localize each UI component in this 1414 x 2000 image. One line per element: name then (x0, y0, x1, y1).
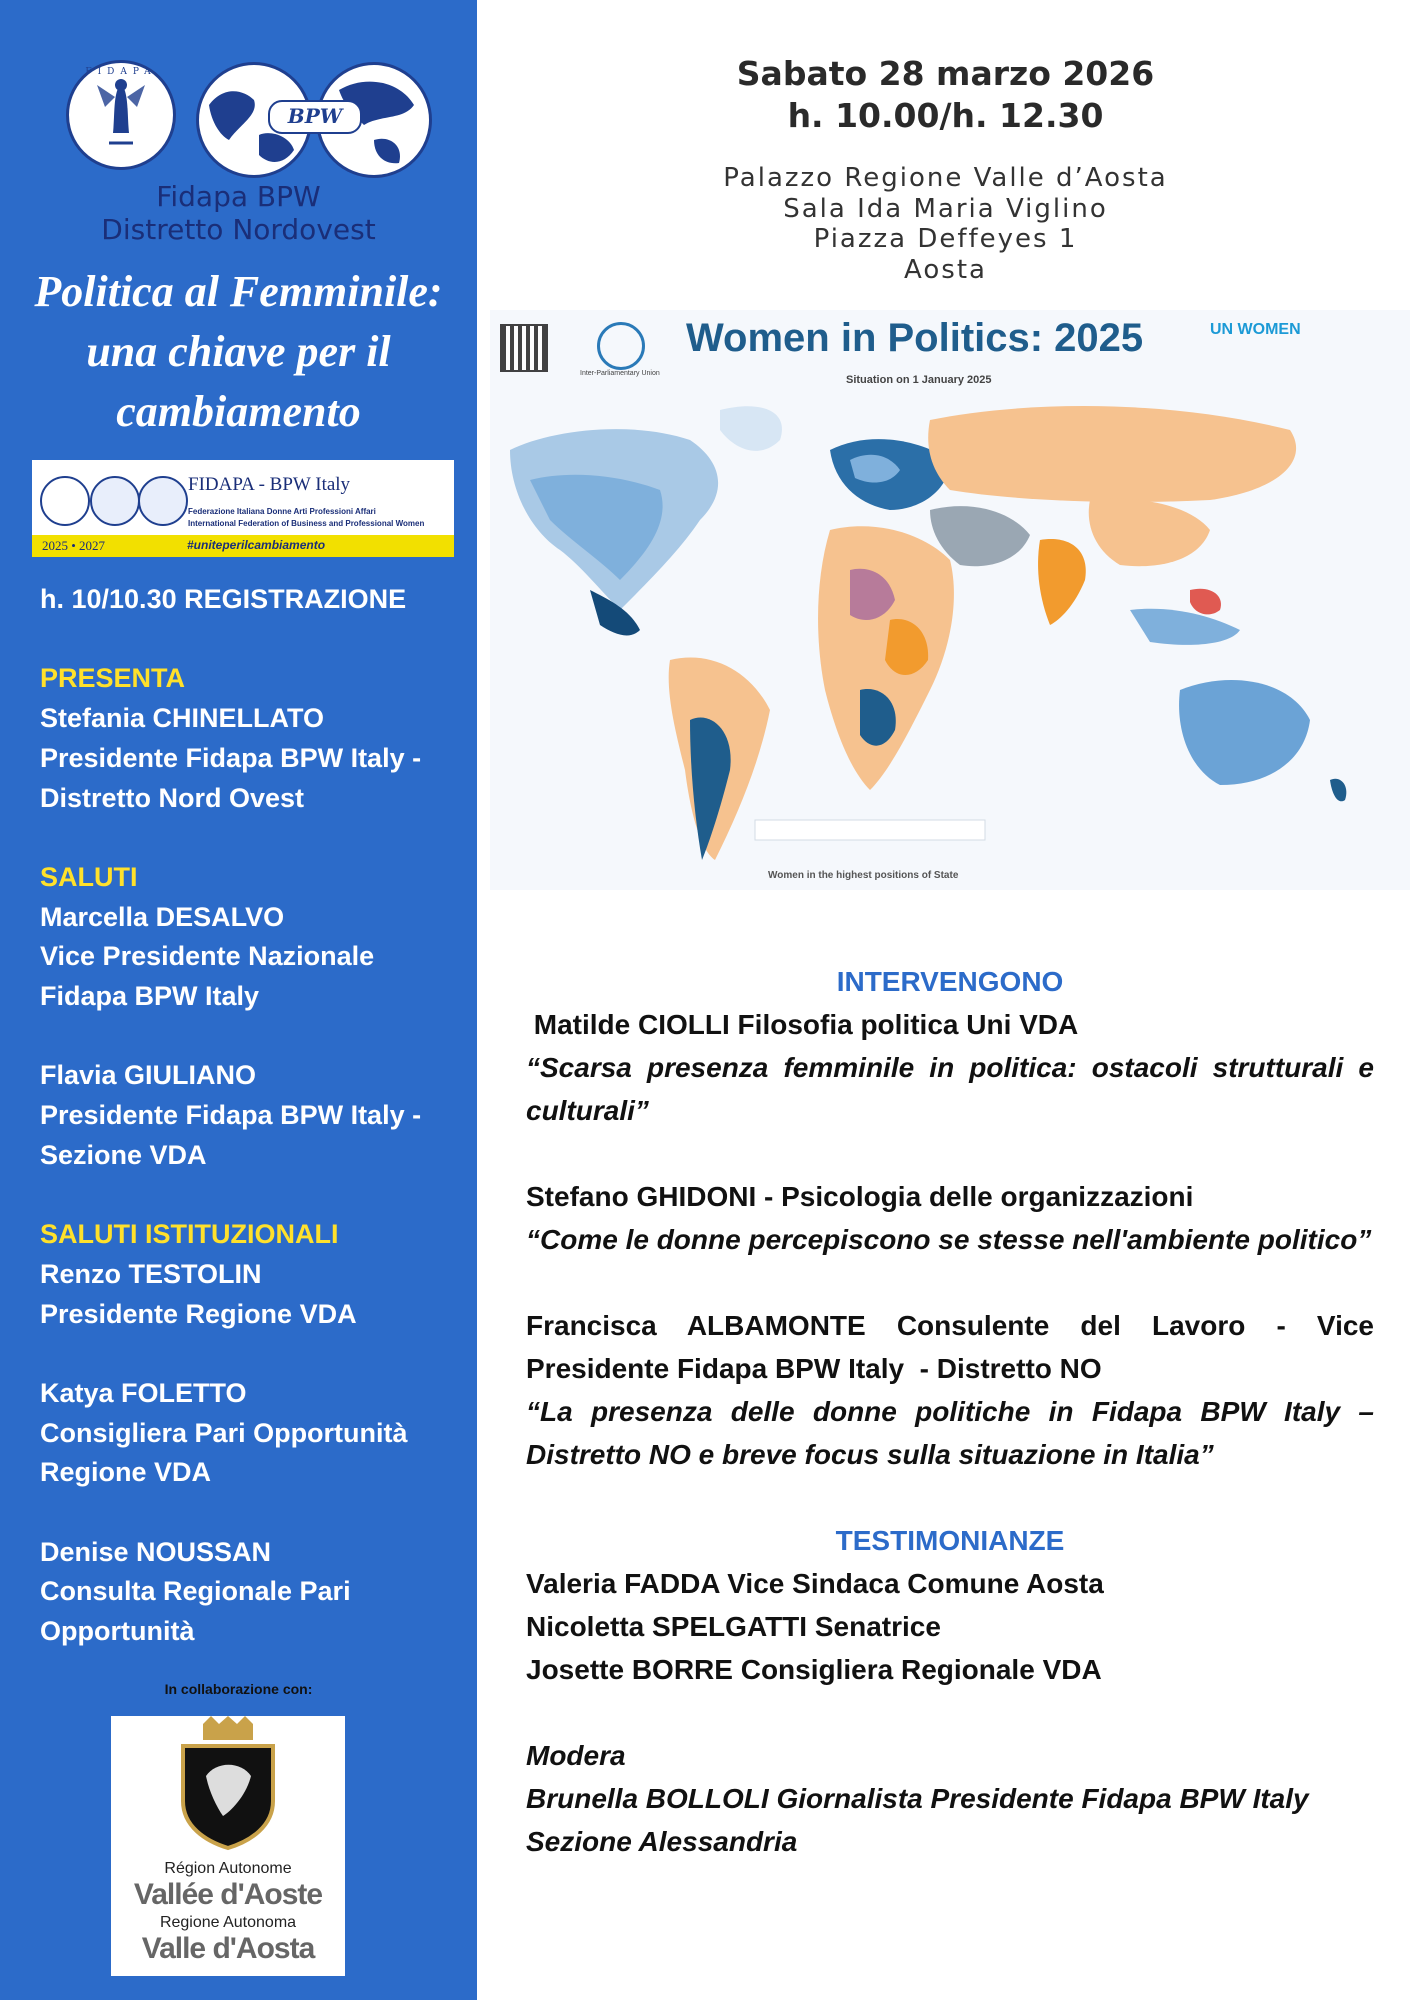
map-title: Women in Politics: 2025 (686, 316, 1144, 360)
moderator-line-1: Brunella BOLLOLI Giornalista Presidente Fidapa BPW Italy (526, 1783, 1309, 1814)
event-datetime (477, 53, 1414, 137)
region-crest-icon (111, 1716, 345, 1856)
speaker-ciolli-quote: “Scarsa presenza femminile in politica: ostacoli strutturali e culturali” (526, 1052, 1374, 1126)
event-time: h. 10.00/h. 12.30 (787, 96, 1104, 135)
giuliano-block: Flavia GIULIANO Presidente Fidapa BPW Italy - Sezione VDA (40, 1060, 422, 1170)
women-in-politics-map (490, 310, 1410, 890)
banner-subtitle-2: International Federation of Business and Professional Women (188, 519, 425, 528)
fidapa-letters: FIDAPA (85, 67, 157, 77)
banner-hashtag: #uniteperilcambiamento (187, 538, 326, 552)
fidapa-logo (66, 60, 176, 170)
speaker-ciolli-name: Matilde CIOLLI Filosofia politica Uni VDA (526, 1009, 1079, 1040)
testimonianze-heading: TESTIMONIANZE (835, 1525, 1065, 1556)
region-name-it-1: Regione Autonoma (159, 1914, 297, 1931)
region-name-fr-1: Région Autonome (164, 1860, 292, 1877)
ipu-caption: Inter-Parliamentary Union (580, 370, 660, 377)
banner-years: 2025 • 2027 (42, 538, 106, 553)
event-venue: Palazzo Regione Valle d’Aosta Sala Ida Maria Viglino Piazza Deffeyes 1 Aosta (723, 163, 1168, 285)
region-name-fr-2: Vallée d'Aoste (133, 1878, 323, 1911)
event-headline: Politica al Femminile: una chiave per il cambiamento (34, 267, 443, 436)
moderator-line-2: Sezione Alessandria (526, 1826, 798, 1857)
speakers-section (526, 960, 1382, 1863)
winged-figure-icon (69, 63, 173, 167)
world-map (490, 390, 1410, 890)
map-subtitle: Situation on 1 January 2025 (846, 374, 992, 386)
un-women-logo: UN WOMEN (1210, 321, 1301, 338)
presenta-block: PRESENTA Stefania CHINELLATO Presidente Fidapa BPW Italy - Distretto Nord Ovest (40, 663, 422, 813)
map-footer: Women in the highest positions of State (768, 870, 959, 881)
speaker-albamonte-name: Francisca ALBAMONTE Consulente del Lavoro - Vice Presidente Fidapa BPW Italy - Distretto NO (526, 1310, 1382, 1384)
speaker-ghidoni-name: Stefano GHIDONI - Psicologia delle organizzazioni (526, 1181, 1194, 1212)
registration: h. 10/10.30 REGISTRAZIONE (40, 584, 407, 614)
collab-label: In collaborazione con: (164, 1681, 313, 1697)
program-list (40, 580, 465, 1652)
modera-label: Modera (526, 1740, 626, 1771)
event-date: Sabato 28 marzo 2026 (736, 54, 1155, 93)
noussan-block: Denise NOUSSAN Consulta Regionale Pari Opportunità (40, 1536, 351, 1647)
banner-logo-circle (40, 476, 90, 526)
banner-globe-icon (90, 476, 140, 526)
region-logo (111, 1716, 345, 1976)
qr-code-icon (500, 324, 548, 372)
banner-title: FIDAPA - BPW Italy (188, 474, 351, 495)
speaker-albamonte-quote: “La presenza delle donne politiche in Fidapa BPW Italy – Distretto NO e breve focus sulla situazione in Italia” (526, 1396, 1374, 1470)
banner-subtitle-1: Federazione Italiana Donne Arti Professioni Affari (188, 507, 376, 516)
testimonianza-fadda: Valeria FADDA Vice Sindaca Comune Aosta (526, 1568, 1104, 1599)
testimonianza-borre: Josette BORRE Consigliera Regionale VDA (526, 1654, 1102, 1685)
region-name-it-2: Valle d'Aosta (141, 1932, 315, 1965)
banner-globe-icon (138, 476, 188, 526)
bpw-ribbon: BPW (268, 100, 362, 134)
saluti-istituzionali-block: SALUTI ISTITUZIONALI Renzo TESTOLIN Presidente Regione VDA (40, 1219, 357, 1329)
fidapa-italy-banner (32, 460, 454, 557)
ipu-logo (597, 322, 645, 370)
testimonianza-spelgatti: Nicoletta SPELGATTI Senatrice (526, 1611, 941, 1642)
intervengono-heading: INTERVENGONO (836, 966, 1064, 997)
left-sidebar (0, 0, 477, 2000)
foletto-block: Katya FOLETTO Consigliera Pari Opportunità Regione VDA (40, 1377, 408, 1488)
speaker-ghidoni-quote: “Come le donne percepiscono se stesse nell'ambiente politico” (526, 1224, 1372, 1255)
saluti-block: SALUTI Marcella DESALVO Vice Presidente Nazionale Fidapa BPW Italy (40, 861, 375, 1011)
org-name: Fidapa BPW Distretto Nordovest (101, 180, 376, 246)
